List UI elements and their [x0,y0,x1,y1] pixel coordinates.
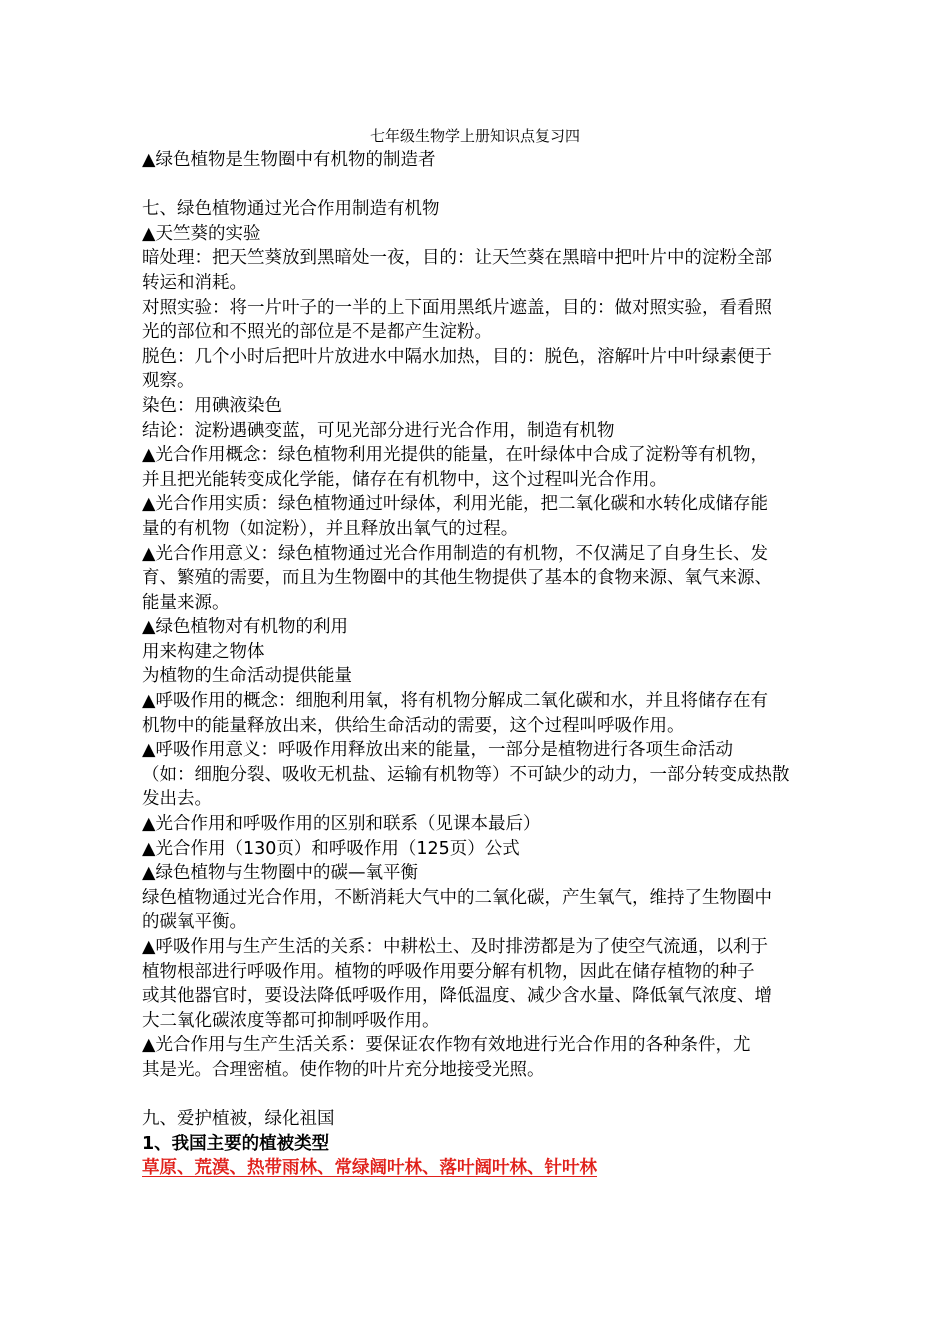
text-line: 观察。 [142,371,195,392]
text-line: ▲光合作用实质：绿色植物通过叶绿体，利用光能，把二氧化碳和水转化成储存能 [142,494,768,515]
text-line: ▲绿色植物与生物圈中的碳—氧平衡 [142,863,418,884]
text-line: ▲光合作用意义：绿色植物通过光合作用制造的有机物，不仅满足了自身生长、发 [142,543,768,564]
text-line: 脱色：几个小时后把叶片放进水中隔水加热，目的：脱色，溶解叶片中叶绿素便于 [142,346,772,367]
subheading: 1、我国主要的植被类型 [142,1133,330,1154]
text-line: ▲绿色植物是生物圈中有机物的制造者 [142,150,436,170]
text-line: ▲光合作用概念：绿色植物利用光提供的能量，在叶绿体中合成了淀粉等有机物， [142,445,768,466]
text-line: 育、繁殖的需要，而且为生物圈中的其他生物提供了基本的食物来源、氧气来源、 [142,568,772,589]
text-line: 量的有机物（如淀粉），并且释放出氧气的过程。 [142,518,519,539]
text-line: ▲呼吸作用与生产生活的关系：中耕松土、及时排涝都是为了使空气流通，以利于 [142,937,768,957]
text-line: 植物根部进行呼吸作用。植物的呼吸作用要分解有机物，因此在储存植物的种子 [142,961,755,982]
vegetation-types-text: 草原、荒漠、热带雨林、常绿阔叶林、落叶阔叶林、针叶林 [142,1158,597,1179]
text-line: 的碳氧平衡。 [142,912,247,933]
text-line: ▲光合作用（130页）和呼吸作用（125页）公式 [142,838,520,859]
blank-line [142,1083,814,1108]
text-line: （如：细胞分裂、吸收无机盐、运输有机物等）不可缺少的动力，一部分转变成热散 [142,764,790,785]
text-line: 发出去。 [142,789,212,810]
text-line: 转运和消耗。 [142,272,247,293]
text-line: 用来构建之物体 [142,641,265,662]
text-line: 或其他器官时，要设法降低呼吸作用，降低温度、减少含水量、降低氧气浓度、增 [142,986,772,1007]
text-line: 结论：淀粉遇碘变蓝，可见光部分进行光合作用，制造有机物 [142,420,615,441]
text-line: ▲呼吸作用意义：呼吸作用释放出来的能量，一部分是植物进行各项生命活动 [142,740,733,761]
text-line: 染色：用碘液染色 [142,395,282,416]
text-line: 暗处理：把天竺葵放到黑暗处一夜，目的：让天竺葵在黑暗中把叶片中的淀粉全部 [142,248,772,269]
text-line: ▲光合作用和呼吸作用的区别和联系（见课本最后） [142,814,541,835]
text-line: 绿色植物通过光合作用，不断消耗大气中的二氧化碳，产生氧气，维持了生物圈中 [142,887,772,908]
text-line: 其是光。合理密植。使作物的叶片充分地接受光照。 [142,1059,545,1080]
text-line: ▲天竺葵的实验 [142,223,261,244]
text-line: 能量来源。 [142,592,230,613]
text-line: 光的部位和不照光的部位是不是都产生淀粉。 [142,322,492,343]
text-line: 并且把光能转变成化学能，储存在有机物中，这个过程叫光合作用。 [142,469,667,490]
text-line: ▲绿色植物对有机物的利用 [142,617,348,638]
section-heading: 七、绿色植物通过光合作用制造有机物 [142,199,440,220]
text-line: 为植物的生命活动提供能量 [142,666,352,687]
document-title: 七年级生物学上册知识点复习四 [369,127,580,145]
blank-line [142,173,814,198]
document-body [142,148,814,1181]
text-line: 对照实验：将一片叶子的一半的上下面用黑纸片遮盖，目的：做对照实验，看看照 [142,297,772,318]
text-line: ▲光合作用与生产生活关系：要保证农作物有效地进行光合作用的各种条件，尤 [142,1035,751,1056]
section-heading: 九、爱护植被，绿化祖国 [142,1109,335,1130]
text-line: ▲呼吸作用的概念：细胞利用氧，将有机物分解成二氧化碳和水，并且将储存在有 [142,691,768,712]
text-line: 机物中的能量释放出来，供给生命活动的需要，这个过程叫呼吸作用。 [142,715,685,736]
text-line: 大二氧化碳浓度等都可抑制呼吸作用。 [142,1010,440,1031]
